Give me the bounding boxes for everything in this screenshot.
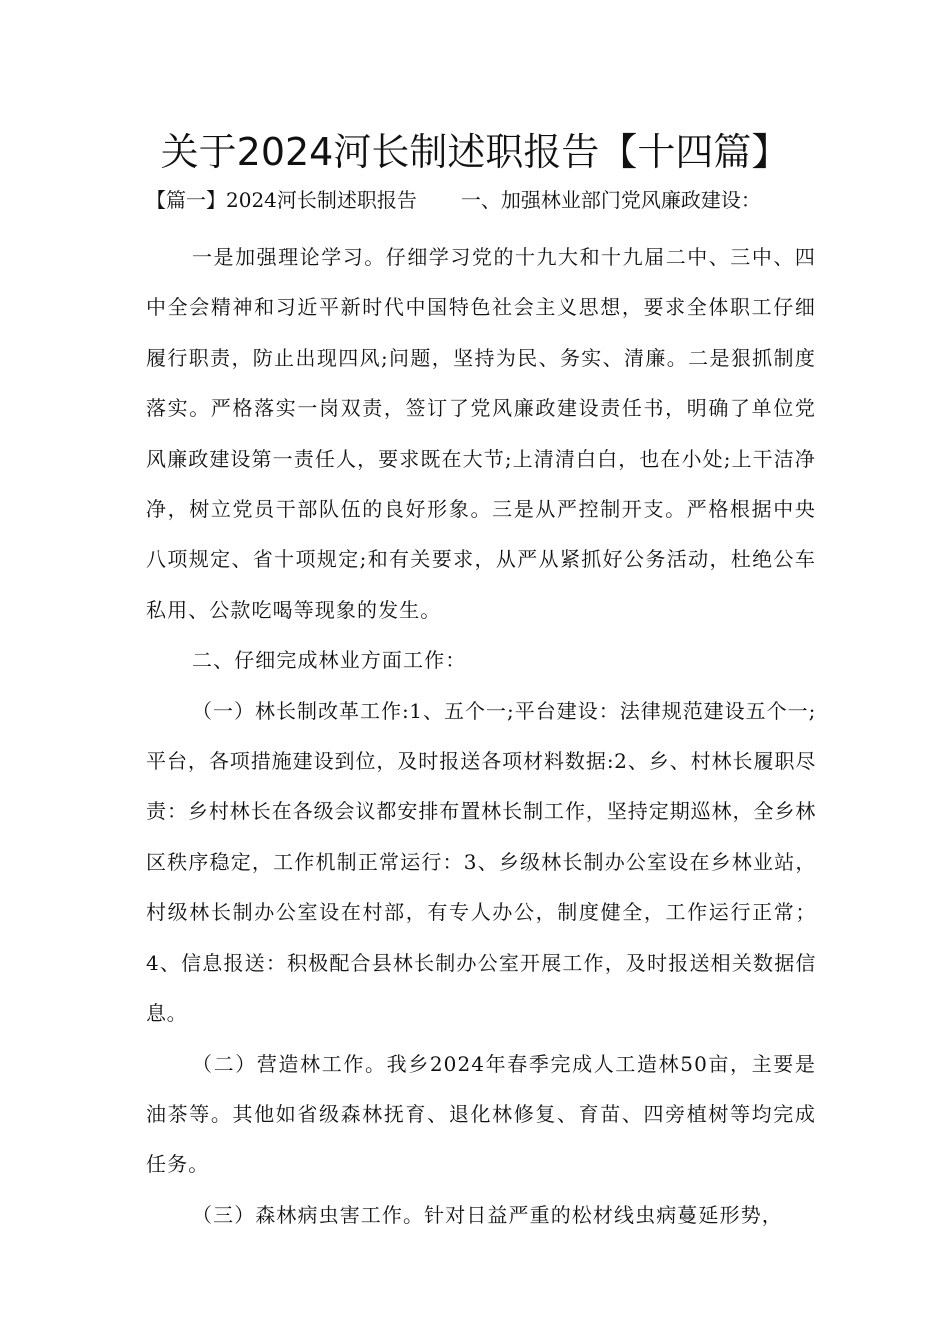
paragraph-5: （三）森林病虫害工作。针对日益严重的松材线虫病蔓延形势，: [192, 1202, 783, 1227]
paragraph-3: （一）林长制改革工作:1、五个一;平台建设：法律规范建设五个一;平台，各项措施建设到位，及时报送各项材料数据:2、乡、村林长履职尽责：乡村林长在各级会议都安排布置林长制工作，坚持定期巡林，全乡林区秩序稳定，工作机制正常运行：3、乡级林长制办公室设在乡林业站，村级林长制办公室设在村部，有专人办公，制度健全，工作运行正常；4、信息报送：积极配合县林长制办公室开展工作，及时报送相关数据信息。: [146, 698, 816, 1026]
paragraph-1: 一是加强理论学习。仔细学习党的十九大和十九届二中、三中、四中全会精神和习近平新时代中国特色社会主义思想，要求全体职工仔细履行职责，防止出现四风;问题，坚持为民、务实、清廉。二是狠抓制度落实。严格落实一岗双责，签订了党风廉政建设责任书，明确了单位党风廉政建设第一责任人，要求既在大节;上清清白白，也在小处;上干洁净净，树立党员干部队伍的良好形象。三是从严控制开支。严格根据中央八项规定、省十项规定;和有关要求，从严从紧抓好公务活动，杜绝公车私用、公款吃喝等现象的发生。: [146, 245, 816, 622]
paragraph-4: （二）营造林工作。我乡2024年春季完成人工造林50亩，主要是油茶等。其他如省级森林抚育、退化林修复、育苗、四旁植树等均完成任务。: [146, 1051, 816, 1177]
document-body: [146, 232, 816, 1240]
section-header-line: [146, 183, 826, 217]
document-title: 关于2024河长制述职报告【十四篇】: [160, 130, 790, 174]
paragraph-2: 二、仔细完成林业方面工作：: [192, 648, 467, 673]
section-header: 【篇一】2024河长制述职报告: [146, 188, 417, 212]
section-header-tail: 一、加强林业部门党风廉政建设：: [460, 188, 761, 212]
